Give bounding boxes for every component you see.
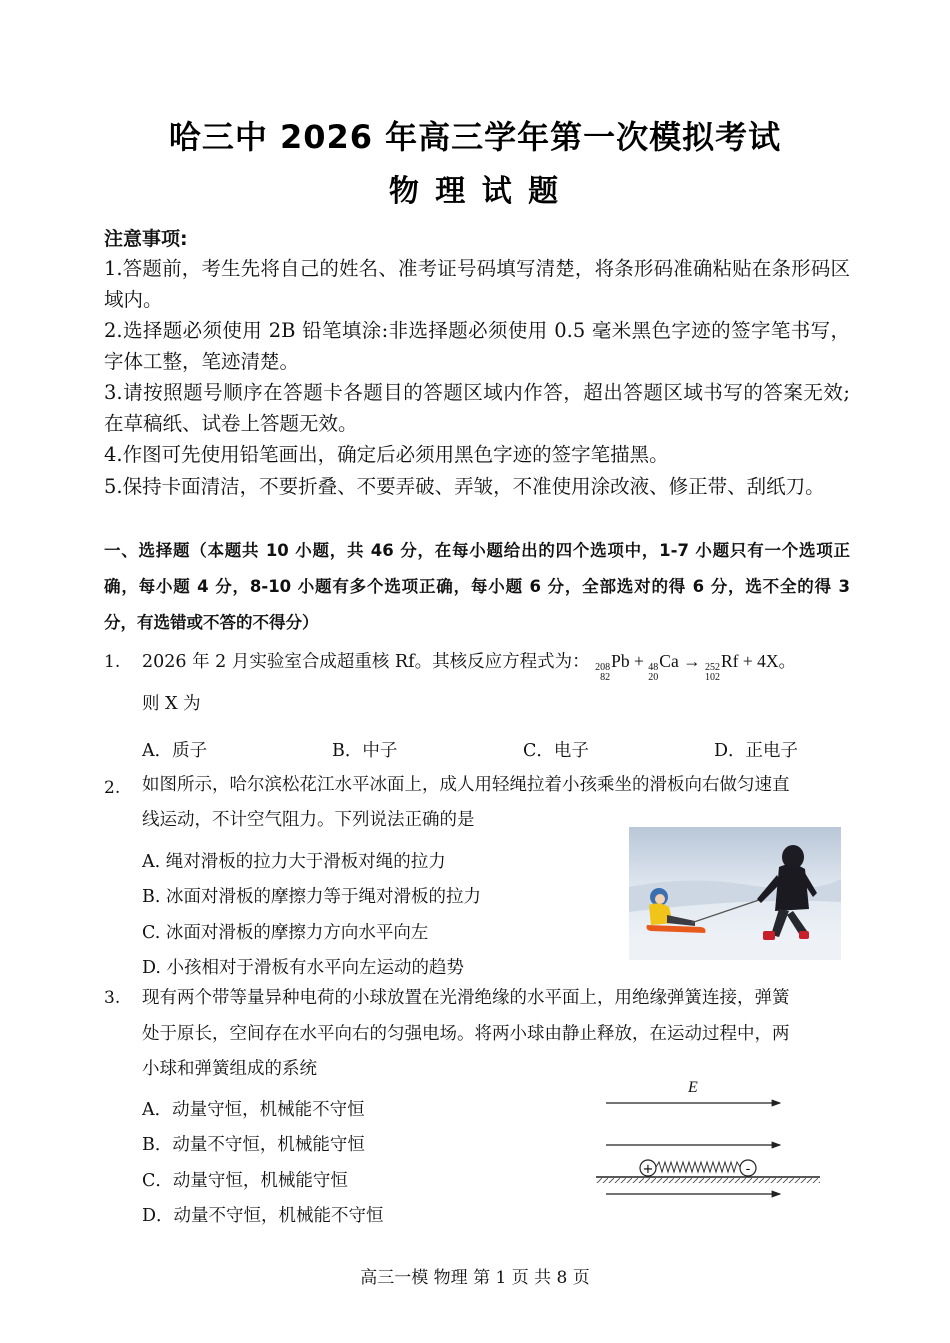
field-label: E xyxy=(688,1079,698,1096)
spring xyxy=(656,1162,740,1172)
question-3-stem-line3: 小球和弹簧组成的系统 xyxy=(142,1059,317,1079)
page-footer: 高三一模 物理 第 1 页 共 8 页 xyxy=(360,1268,590,1288)
question-1-number: 1. xyxy=(104,652,121,672)
q1-option-a: A．质子 xyxy=(142,741,208,761)
pb-symbol: Pb xyxy=(611,651,630,671)
notes-heading: 注意事项: xyxy=(104,228,188,250)
question-1-stem2: 则 X 为 xyxy=(142,694,201,714)
q3-option-a: A．动量守恒，机械能不守恒 xyxy=(142,1100,365,1120)
nuclide-pb xyxy=(595,644,629,683)
q3-option-d: D．动量不守恒，机械能不守恒 xyxy=(142,1206,384,1226)
rf-symbol: Rf xyxy=(720,651,739,671)
question-3-number: 3. xyxy=(104,988,121,1008)
electric-field-figure xyxy=(590,1070,830,1210)
q2-option-d: D. 小孩相对于滑板有水平向左运动的趋势 xyxy=(142,958,465,978)
nuclide-ca xyxy=(648,644,678,683)
positive-sign: + xyxy=(642,1162,654,1177)
pb-mass: 208 xyxy=(595,662,611,673)
question-1-stem xyxy=(142,644,854,683)
negative-sign: - xyxy=(745,1162,751,1177)
q2-option-c: C. 冰面对滑板的摩擦力方向水平向左 xyxy=(142,923,429,943)
ca-symbol: Ca xyxy=(659,651,679,671)
nuclear-equation xyxy=(595,651,796,683)
ca-charge: 20 xyxy=(648,672,659,683)
pb-charge: 82 xyxy=(600,672,611,683)
rf-mass: 252 xyxy=(704,662,720,673)
note-item-5: 5.保持卡面清洁，不要折叠、不要弄破、弄皱，不准使用涂改液、修正带、刮纸刀。 xyxy=(104,475,825,498)
reaction-arrow: → xyxy=(683,651,701,671)
q1-option-c: C．电子 xyxy=(523,741,589,761)
plus-sign: + xyxy=(634,651,644,671)
exam-title: 哈三中 2026 年高三学年第一次模拟考试 xyxy=(168,118,782,156)
ground-hatch xyxy=(596,1178,820,1183)
sled-photo xyxy=(629,827,841,960)
note-item-3: 3.请按照题号顺序在答题卡各题目的答题区域内作答，超出答题区域书写的答案无效;在草稿纸、试卷上答题无效。 xyxy=(104,381,850,435)
q3-option-b: B．动量不守恒，机械能守恒 xyxy=(142,1135,365,1155)
question-2-stem-line1: 如图所示，哈尔滨松花江水平冰面上，成人用轻绳拉着小孩乘坐的滑板向右做匀速直 xyxy=(142,775,790,795)
section-heading: 一、选择题（本题共 10 小题，共 46 分，在每小题给出的四个选项中，1-7 小题只有一个选项正确，每小题 4 分，8-10 小题有多个选项正确，每小题 6 分，全部选对的得 6 分，选不全的得 3 分，有选错或不答的不得分） xyxy=(104,541,850,632)
question-2-stem-line2: 线运动，不计空气阻力。下列说法正确的是 xyxy=(142,810,475,830)
exam-subtitle: 物 理 试 题 xyxy=(388,174,562,209)
ca-mass: 48 xyxy=(648,662,659,673)
note-item-4: 4.作图可先使用铅笔画出，确定后必须用黑色字迹的签字笔描黑。 xyxy=(104,443,669,466)
nuclide-rf xyxy=(705,644,739,683)
q3-option-c: C．动量守恒，机械能守恒 xyxy=(142,1171,348,1191)
note-item-2: 2.选择题必须使用 2B 铅笔填涂:非选择题必须使用 0.5 毫米黑色字迹的签字笔书写，字体工整，笔迹清楚。 xyxy=(104,319,850,373)
q2-option-a: A. 绳对滑板的拉力大于滑板对绳的拉力 xyxy=(142,852,446,872)
q1-option-d: D．正电子 xyxy=(714,741,799,761)
equation-tail: + 4X。 xyxy=(742,651,796,671)
question-2-number: 2. xyxy=(104,778,121,798)
note-item-1: 1.答题前，考生先将自己的姓名、准考证号码填写清楚，将条形码准确粘贴在条形码区域内。 xyxy=(104,257,850,311)
question-3-stem-line1: 现有两个带等量异种电荷的小球放置在光滑绝缘的水平面上，用绝缘弹簧连接，弹簧 xyxy=(142,988,790,1008)
q1-option-b: B．中子 xyxy=(332,741,398,761)
question-1-stem-text: 2026 年 2 月实验室合成超重核 Rf。其核反应方程式为： xyxy=(142,652,590,672)
question-3-stem-line2: 处于原长，空间存在水平向右的匀强电场。将两小球由静止释放，在运动过程中，两 xyxy=(142,1024,790,1044)
rf-charge: 102 xyxy=(704,672,720,683)
q2-option-b: B. 冰面对滑板的摩擦力等于绳对滑板的拉力 xyxy=(142,887,481,907)
